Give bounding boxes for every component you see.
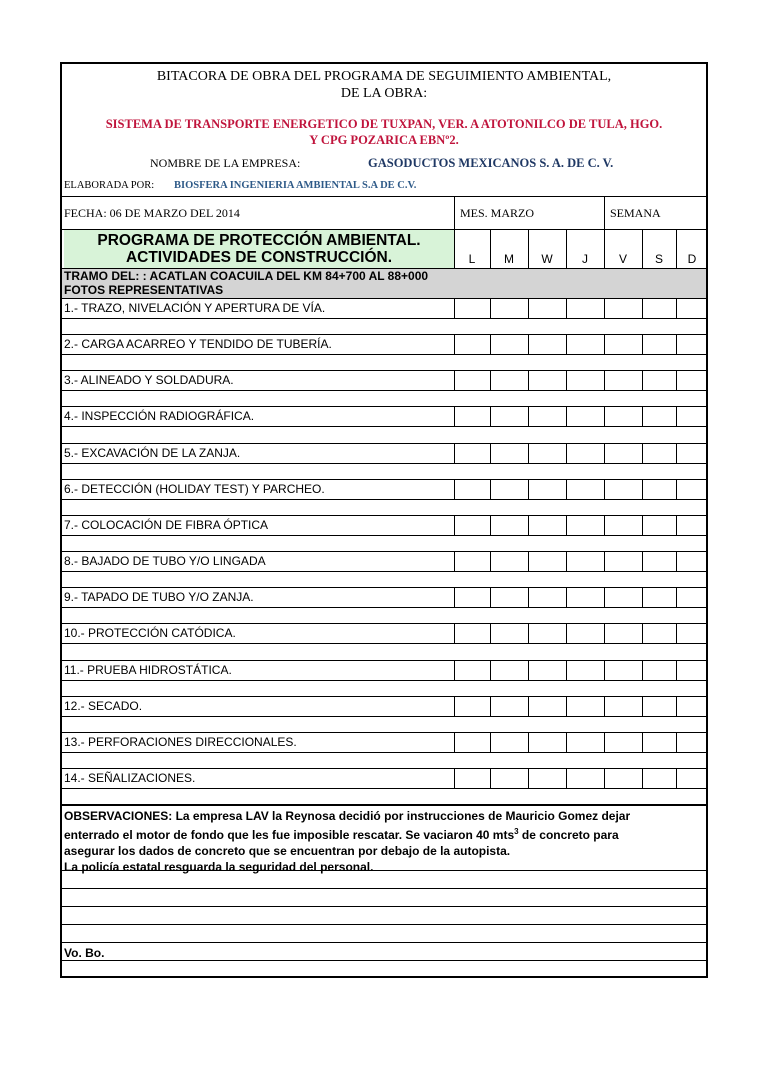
divider [454, 196, 455, 230]
weekday-header: D [687, 252, 697, 266]
day-checkbox-cell[interactable] [604, 443, 605, 463]
day-checkbox-cell[interactable] [676, 515, 677, 535]
day-checkbox-cell[interactable] [454, 443, 455, 463]
day-checkbox-cell[interactable] [604, 587, 605, 607]
day-checkbox-cell[interactable] [490, 443, 491, 463]
day-checkbox-cell[interactable] [528, 768, 529, 788]
obs-blank-line [62, 942, 706, 943]
day-checkbox-cell[interactable] [604, 732, 605, 752]
vobo-label: Vo. Bo. [64, 946, 105, 960]
day-checkbox-cell[interactable] [454, 660, 455, 680]
day-checkbox-cell[interactable] [528, 479, 529, 499]
program-title [64, 232, 454, 266]
divider [62, 732, 706, 733]
divider [62, 535, 706, 536]
bitacora-sheet [60, 62, 708, 978]
day-checkbox-cell[interactable] [676, 334, 677, 354]
day-checkbox-cell[interactable] [566, 298, 567, 318]
day-checkbox-cell[interactable] [604, 515, 605, 535]
system-line-2: Y CPG POZARICA EBNº2. [309, 133, 459, 147]
day-checkbox-cell[interactable] [490, 623, 491, 643]
divider [62, 390, 706, 391]
day-checkbox-cell[interactable] [604, 370, 605, 390]
weekday-header: S [654, 252, 663, 266]
fecha-field: FECHA: 06 DE MARZO DEL 2014 [64, 206, 240, 220]
elaborada-value: BIOSFERA INGENIERIA AMBIENTAL S.A DE C.V. [174, 180, 417, 191]
obs-line-4: La policía estatal resguarda la seguridad del personal. [64, 860, 374, 874]
day-checkbox-cell[interactable] [642, 696, 643, 716]
day-checkbox-cell[interactable] [642, 334, 643, 354]
day-checkbox-cell[interactable] [566, 696, 567, 716]
day-checkbox-cell[interactable] [604, 623, 605, 643]
activity-label: 7.- COLOCACIÓN DE FIBRA ÓPTICA [64, 517, 269, 532]
day-checkbox-cell[interactable] [528, 370, 529, 390]
day-checkbox-cell[interactable] [454, 479, 455, 499]
day-checkbox-cell[interactable] [490, 406, 491, 426]
day-checkbox-cell[interactable] [642, 479, 643, 499]
divider [62, 370, 706, 371]
day-checkbox-cell[interactable] [566, 768, 567, 788]
day-checkbox-cell[interactable] [676, 370, 677, 390]
divider [62, 960, 706, 961]
day-checkbox-cell[interactable] [604, 479, 605, 499]
day-checkbox-cell[interactable] [642, 732, 643, 752]
activity-label: 12.- SECADO. [64, 698, 143, 713]
day-checkbox-cell[interactable] [604, 768, 605, 788]
day-checkbox-cell[interactable] [566, 515, 567, 535]
day-checkbox-cell[interactable] [528, 406, 529, 426]
activity-label: 9.- TAPADO DE TUBO Y/O ZANJA. [64, 590, 254, 605]
elaborada-label: ELABORADA POR: [64, 180, 155, 191]
divider [62, 571, 706, 572]
day-checkbox-cell[interactable] [454, 696, 455, 716]
divider [62, 354, 706, 355]
divider [62, 643, 706, 644]
day-checkbox-cell[interactable] [642, 623, 643, 643]
obs-line-2b: de concreto para [518, 828, 619, 842]
obs-line-2a: enterrado el motor de fondo que les fue imposible rescatar. Se vaciaron 40 mts [64, 828, 515, 842]
day-checkbox-cell[interactable] [454, 732, 455, 752]
semana-field: SEMANA [610, 206, 661, 220]
activity-label: 1.- TRAZO, NIVELACIÓN Y APERTURA DE VÍA. [64, 301, 326, 315]
day-checkbox-cell[interactable] [676, 406, 677, 426]
day-checkbox-cell[interactable] [676, 298, 677, 318]
day-checkbox-cell[interactable] [454, 768, 455, 788]
day-checkbox-cell[interactable] [528, 623, 529, 643]
obs-line-2 [64, 824, 704, 843]
divider [62, 696, 706, 697]
day-checkbox-cell[interactable] [604, 696, 605, 716]
divider [62, 768, 706, 769]
day-checkbox-cell[interactable] [490, 298, 491, 318]
day-checkbox-cell[interactable] [642, 768, 643, 788]
obs-line-1: OBSERVACIONES: La empresa LAV la Reynosa decidió por instrucciones de Mauricio Gomez dejar [64, 809, 631, 823]
day-checkbox-cell[interactable] [566, 551, 567, 571]
divider [62, 660, 706, 661]
day-checkbox-cell[interactable] [566, 443, 567, 463]
day-checkbox-cell[interactable] [604, 551, 605, 571]
day-checkbox-cell[interactable] [490, 334, 491, 354]
weekday-header: M [504, 252, 514, 266]
activity-label: 5.- EXCAVACIÓN DE LA ZANJA. [64, 445, 241, 460]
empresa-label: NOMBRE DE LA EMPRESA: [150, 156, 301, 170]
day-checkbox-cell[interactable] [490, 732, 491, 752]
mes-field: MES. MARZO [460, 206, 535, 220]
activity-label: 4.- INSPECCIÓN RADIOGRÁFICA. [64, 409, 255, 424]
day-checkbox-cell[interactable] [566, 370, 567, 390]
day-checkbox-cell[interactable] [566, 623, 567, 643]
activity-label: 3.- ALINEADO Y SOLDADURA. [64, 373, 234, 388]
day-checkbox-cell[interactable] [676, 732, 677, 752]
divider [528, 230, 529, 268]
day-checkbox-cell[interactable] [676, 696, 677, 716]
day-checkbox-cell[interactable] [528, 696, 529, 716]
divider [62, 479, 706, 480]
obs-superscript: 3 [514, 827, 519, 836]
day-checkbox-cell[interactable] [642, 660, 643, 680]
day-checkbox-cell[interactable] [676, 479, 677, 499]
fotos-line: FOTOS REPRESENTATIVAS [64, 283, 224, 297]
day-checkbox-cell[interactable] [528, 443, 529, 463]
title-line-1: BITACORA DE OBRA DEL PROGRAMA DE SEGUIMIENTO AMBIENTAL, [156, 69, 612, 84]
empresa-value: GASODUCTOS MEXICANOS S. A. DE C. V. [368, 156, 614, 170]
day-checkbox-cell[interactable] [490, 696, 491, 716]
day-checkbox-cell[interactable] [642, 515, 643, 535]
divider [62, 298, 706, 299]
day-checkbox-cell[interactable] [676, 551, 677, 571]
divider [62, 334, 706, 335]
day-checkbox-cell[interactable] [676, 660, 677, 680]
system-line-1: SISTEMA DE TRANSPORTE ENERGETICO DE TUXPAN, VER. A ATOTONILCO DE TULA, HGO. [105, 117, 663, 131]
day-checkbox-cell[interactable] [490, 479, 491, 499]
divider [62, 752, 706, 753]
divider [604, 196, 605, 230]
day-checkbox-cell[interactable] [676, 443, 677, 463]
divider [454, 230, 455, 268]
day-checkbox-cell[interactable] [604, 298, 605, 318]
obs-line-3: asegurar los dados de concreto que se encuentran por debajo de la autopista. [64, 844, 511, 858]
day-checkbox-cell[interactable] [676, 587, 677, 607]
day-checkbox-cell[interactable] [490, 768, 491, 788]
day-checkbox-cell[interactable] [454, 370, 455, 390]
day-checkbox-cell[interactable] [604, 660, 605, 680]
observaciones-text [64, 808, 704, 875]
divider [62, 607, 706, 608]
day-checkbox-cell[interactable] [642, 587, 643, 607]
weekday-header: L [468, 252, 476, 266]
day-checkbox-cell[interactable] [676, 768, 677, 788]
divider [62, 587, 706, 588]
day-checkbox-cell[interactable] [566, 406, 567, 426]
document-title [62, 68, 706, 102]
day-checkbox-cell[interactable] [528, 298, 529, 318]
divider [62, 788, 706, 789]
activity-label: 14.- SEÑALIZACIONES. [64, 770, 196, 785]
divider [62, 623, 706, 624]
activity-label: 11.- PRUEBA HIDROSTÁTICA. [64, 662, 232, 677]
activity-label: 8.- BAJADO DE TUBO Y/O LINGADA [64, 554, 266, 569]
day-checkbox-cell[interactable] [454, 406, 455, 426]
day-checkbox-cell[interactable] [566, 334, 567, 354]
day-checkbox-cell[interactable] [528, 587, 529, 607]
day-checkbox-cell[interactable] [566, 479, 567, 499]
day-checkbox-cell[interactable] [604, 406, 605, 426]
day-checkbox-cell[interactable] [528, 732, 529, 752]
day-checkbox-cell[interactable] [490, 370, 491, 390]
day-checkbox-cell[interactable] [604, 334, 605, 354]
day-checkbox-cell[interactable] [566, 732, 567, 752]
divider [604, 230, 605, 268]
divider [62, 196, 706, 197]
divider [62, 716, 706, 717]
activity-label: 2.- CARGA ACARREO Y TENDIDO DE TUBERÍA. [64, 337, 332, 352]
day-checkbox-cell[interactable] [566, 587, 567, 607]
divider [62, 318, 706, 319]
obs-blank-line [62, 870, 706, 871]
divider [62, 426, 706, 427]
day-checkbox-cell[interactable] [528, 551, 529, 571]
obs-blank-line [62, 906, 706, 907]
divider [62, 680, 706, 681]
day-checkbox-cell[interactable] [642, 298, 643, 318]
day-checkbox-cell[interactable] [528, 515, 529, 535]
day-checkbox-cell[interactable] [528, 660, 529, 680]
day-checkbox-cell[interactable] [566, 660, 567, 680]
divider [62, 499, 706, 500]
divider [62, 443, 706, 444]
day-checkbox-cell[interactable] [490, 660, 491, 680]
divider [566, 230, 567, 268]
weekday-header: W [541, 252, 553, 266]
tramo-info [64, 269, 428, 297]
day-checkbox-cell[interactable] [642, 406, 643, 426]
divider [62, 804, 706, 806]
obs-blank-line [62, 888, 706, 889]
day-checkbox-cell[interactable] [454, 587, 455, 607]
day-checkbox-cell[interactable] [454, 623, 455, 643]
activity-label: 13.- PERFORACIONES DIRECCIONALES. [64, 734, 297, 749]
day-checkbox-cell[interactable] [642, 370, 643, 390]
divider [490, 230, 491, 268]
divider [62, 515, 706, 516]
day-checkbox-cell[interactable] [642, 443, 643, 463]
system-title [62, 116, 706, 148]
divider [642, 230, 643, 268]
title-line-2: DE LA OBRA: [340, 86, 428, 101]
day-checkbox-cell[interactable] [454, 298, 455, 318]
day-checkbox-cell[interactable] [528, 334, 529, 354]
day-checkbox-cell[interactable] [490, 515, 491, 535]
program-title-line-1: PROGRAMA DE PROTECCIÓN AMBIENTAL. [97, 232, 421, 249]
divider [62, 551, 706, 552]
activity-label: 10.- PROTECCIÓN CATÓDICA. [64, 626, 236, 641]
divider [62, 463, 706, 464]
divider [62, 406, 706, 407]
activity-label: 6.- DETECCIÓN (HOLIDAY TEST) Y PARCHEO. [64, 481, 325, 496]
program-title-line-2: ACTIVIDADES DE CONSTRUCCIÓN. [125, 249, 393, 266]
tramo-line: TRAMO DEL: : ACATLAN COACUILA DEL KM 84+700 AL 88+000 [64, 269, 429, 283]
day-checkbox-cell[interactable] [490, 551, 491, 571]
day-checkbox-cell[interactable] [642, 551, 643, 571]
weekday-header: J [582, 252, 588, 266]
day-checkbox-cell[interactable] [454, 551, 455, 571]
day-checkbox-cell[interactable] [676, 623, 677, 643]
divider [676, 230, 677, 268]
day-checkbox-cell[interactable] [490, 587, 491, 607]
obs-blank-line [62, 924, 706, 925]
day-checkbox-cell[interactable] [454, 515, 455, 535]
day-checkbox-cell[interactable] [454, 334, 455, 354]
weekday-header: V [618, 252, 627, 266]
